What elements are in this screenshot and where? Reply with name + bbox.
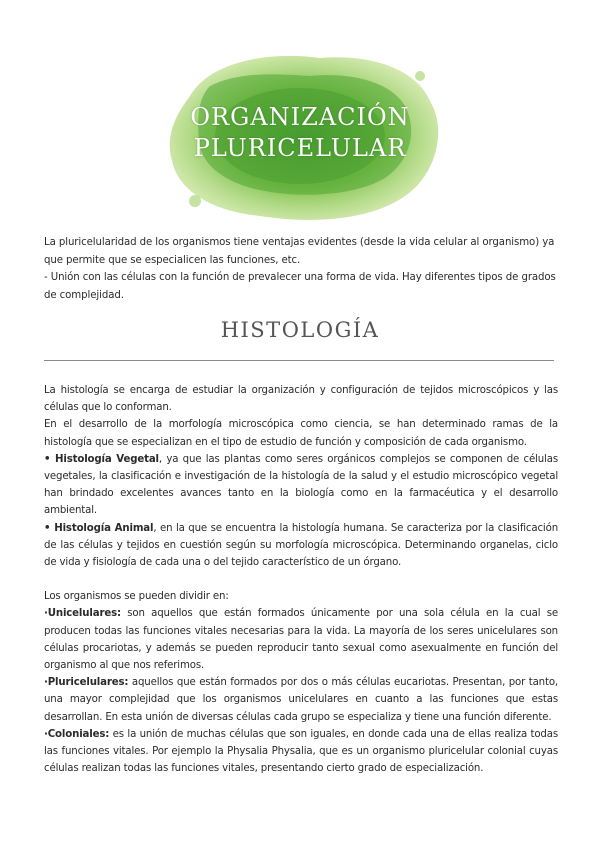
coloniales-label: ·Coloniales: [44,728,110,740]
intro-block [44,234,558,304]
histologia-paragraph-1: La histología se encarga de estudiar la organización y configuración de tejidos microscópicos y las células que lo conforman. [44,385,558,414]
unicelulares-text: son aquellos que están formados únicamente por una sola célula en la cual se producen todas las funciones vitales necesarias para la vida. La mayoría de los seres unicelulares son células procariotas, y además se pueden reproducir tanto sexual como asexualmente en función del organismo al que nos referimos. [44,608,558,672]
title-line-1: ORGANIZACIÓN [190,103,410,131]
animal-label: • Histología Animal [44,522,154,534]
section-divider [44,360,554,361]
coloniales-item [44,726,558,778]
vegetal-text: , ya que las plantas como seres orgánicos complejos se componen de células vegetales, la clasificación e investigación de la histología de la salud y el estudio microscópico vegetal han brindado excelentes avances tanto en la biología como en la farmacéutica y el desarrollo ambiental. [44,453,558,517]
watercolor-header [150,36,450,236]
title-line-2: PLURICELULAR [193,134,407,162]
vegetal-label: • Histología Vegetal [44,453,159,465]
pluricelulares-label: ·Pluricelulares: [44,677,129,689]
histologia-paragraph-2: En el desarrollo de la morfología microscópica como ciencia, se han determinado ramas de la histología que se especializan en el tipo de estudio de función y composición de cada organismo. [44,419,558,448]
histologia-animal-item [44,520,558,572]
intro-paragraph-2: - Unión con las células con la función de prevalecer una forma de vida. Hay diferentes tipos de grados de complejidad. [44,272,556,301]
page-title [150,102,450,164]
histologia-vegetal-item [44,451,558,520]
unicelulares-item [44,605,558,674]
histologia-body [44,382,558,777]
organismos-intro: Los organismos se pueden dividir en: [44,591,229,603]
coloniales-text: es la unión de muchas células que son iguales, en donde cada una de ellas realiza todas las funciones vitales. Por ejemplo la Physalia Physalia, que es un organismo pluricelular colonial cuyas células realizan todas las funciones vitales, presentando cierto grado de especialización. [44,728,558,775]
pluricelulares-text: aquellos que están formados por dos o más células eucariotas. Presentan, por tanto, una mayor complejidad que los organismos unicelulares en cuanto a las funciones que estas desarrollan. En esta unión de diversas células cada grupo se especializa y tiene una función diferente. [44,677,558,723]
section-heading-histologia: HISTOLOGÍA [220,318,380,342]
pluricelulares-item [44,674,558,726]
intro-paragraph-1: La pluricelularidad de los organismos tiene ventajas evidentes (desde la vida celular al organismo) ya que permite que se especialicen las funciones, etc. [44,237,555,266]
unicelulares-label: ·Unicelulares: [44,608,121,620]
paragraph-gap [44,571,558,588]
animal-text: , en la que se encuentra la histología humana. Se caracteriza por la clasificación de las células y tejidos en cuestión según su morfología microscópica. Determinando organelas, ciclo de vida y fisiología de cada una o del tejido característico de un órgano. [44,522,558,569]
